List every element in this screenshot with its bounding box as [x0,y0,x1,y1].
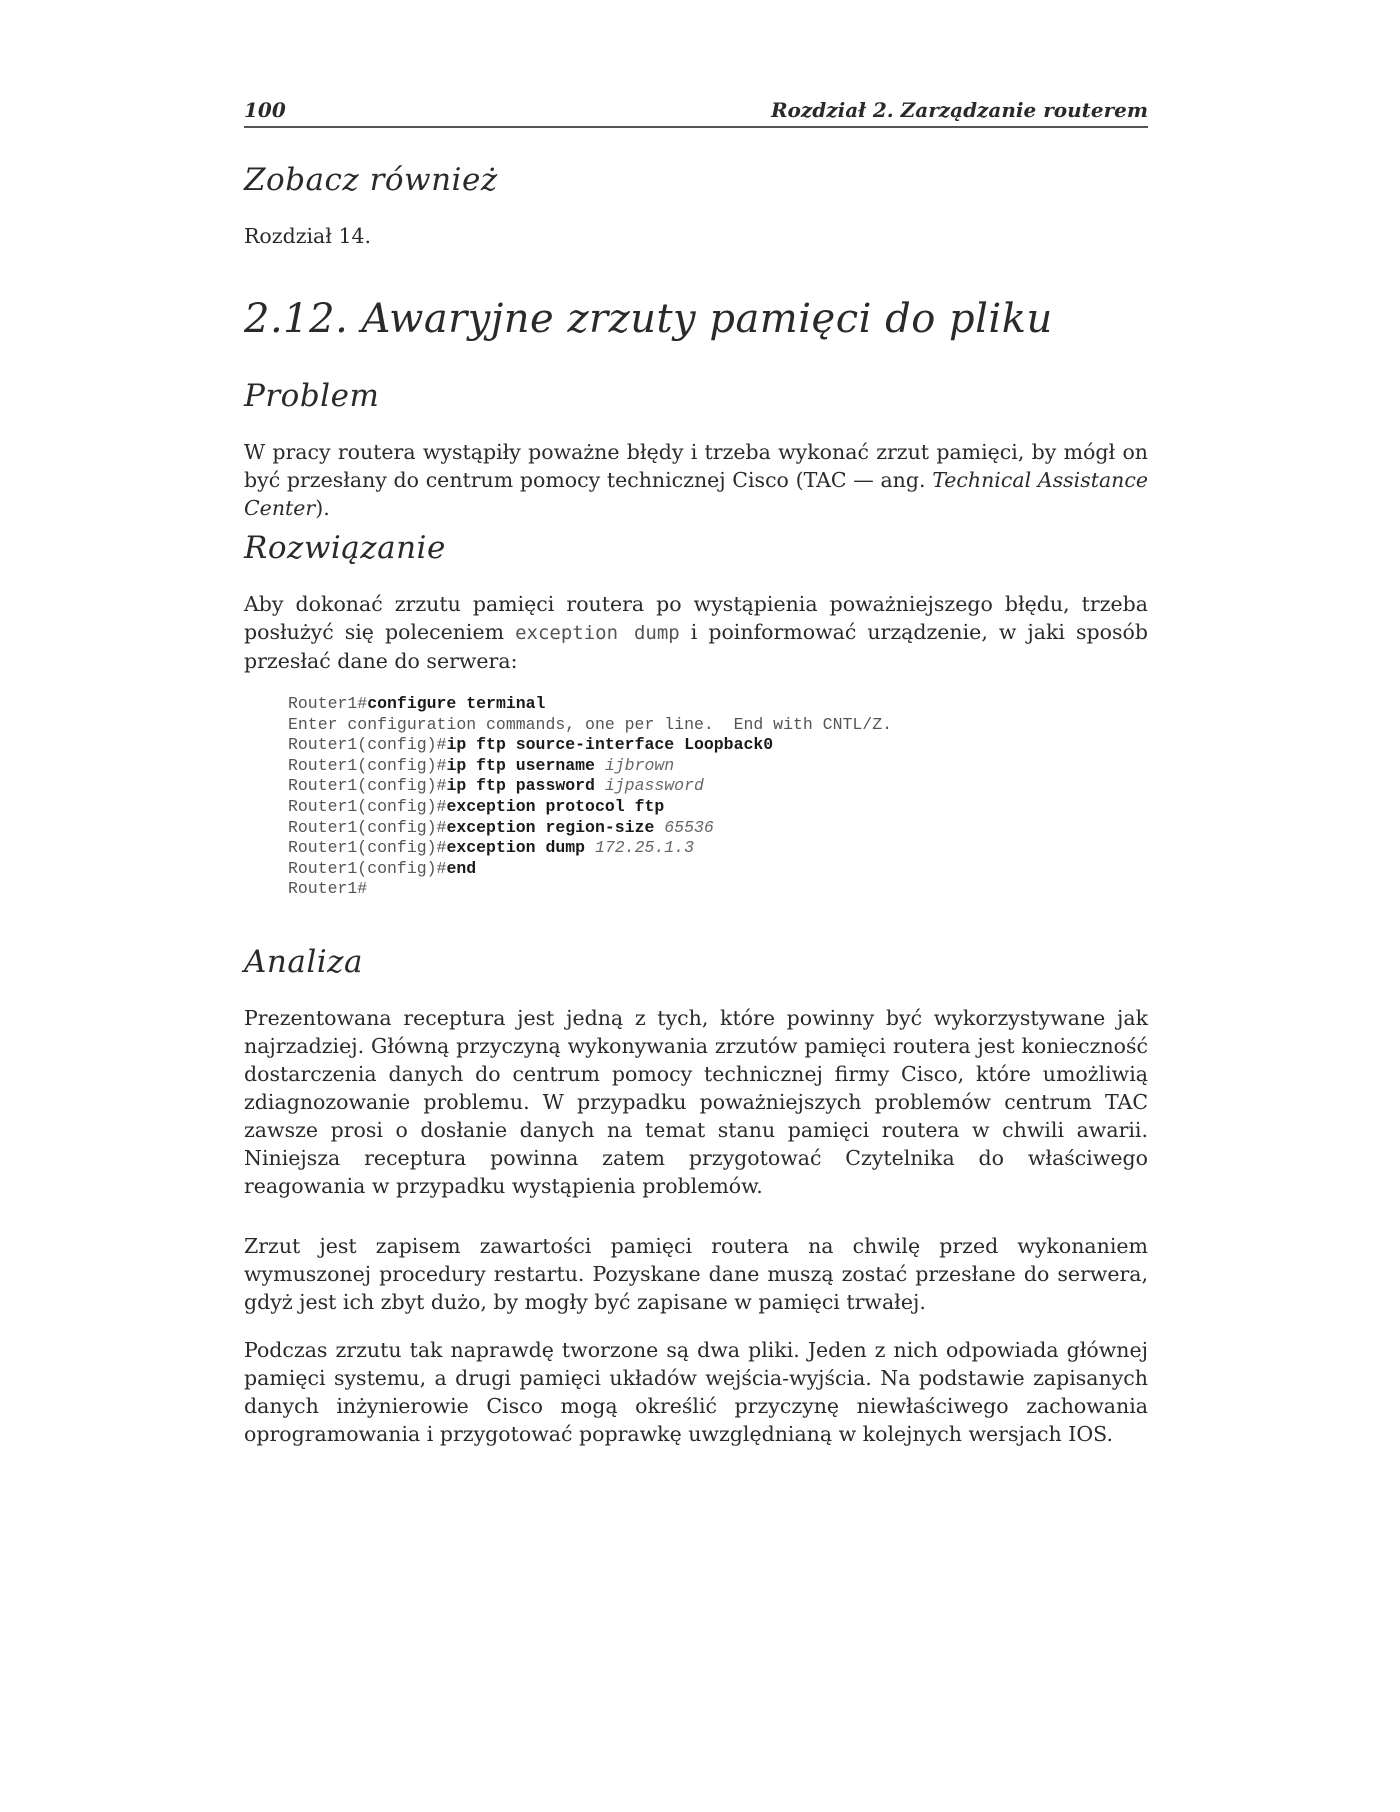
running-header [244,96,1148,128]
code-argument: ijbrown [604,755,675,775]
code-command: end [446,858,477,878]
analysis-heading: Analiza [244,944,363,980]
code-prompt: Router1(config)# [288,776,447,796]
see-also-text: Rozdział 14. [244,224,372,248]
problem-text-end: ). [315,496,330,520]
solution-text-end: i poinformować urządzenie, w jaki sposób przesłać dane do serwera: [244,620,1148,673]
see-also-heading: Zobacz również [244,162,498,198]
code-prompt: Enter configuration commands, one per line. End with CNTL/Z. [288,714,892,734]
code-prompt: Router1(config)# [288,858,447,878]
chapter-title: Rozdział 2. Zarządzanie routerem [770,98,1148,122]
solution-heading: Rozwiązanie [244,530,446,566]
code-command: exception dump [446,838,595,858]
code-prompt: Router1(config)# [288,838,447,858]
code-command: configure terminal [367,694,546,713]
code-line [288,715,892,736]
code-line [288,838,892,859]
code-line [288,694,892,715]
code-prompt: Router1(config)# [288,735,447,755]
code-line [288,818,892,839]
code-prompt: Router1(config)# [288,755,447,775]
code-command: ip ftp password [446,776,605,796]
code-argument: 172.25.1.3 [594,838,694,858]
page-number: 100 [244,98,286,122]
code-argument: 65536 [664,817,714,837]
code-prompt: Router1(config)# [288,796,447,816]
analysis-paragraph: Zrzut jest zapisem zawartości pamięci routera na chwilę przed wykonaniem wymuszonej procedury restartu. Pozyskane dane muszą zostać przesłane do serwera, gdyż jest ich zbyt dużo, by mogły być zapisane w pamięci trwałej. [244,1234,1148,1314]
code-prompt: Router1# [288,879,368,899]
code-line [288,859,892,880]
analysis-paragraph: Podczas zrzutu tak naprawdę tworzone są dwa pliki. Jeden z nich odpowiada głównej pamięci systemu, a drugi pamięci układów wejścia-wyjścia. Na podstawie zapisanych danych inżynierowie Cisco mogą określić przyczynę niewłaściwego zachowania oprogramowania i przygotować poprawkę uwzględnianą w kolejnych wersjach IOS. [244,1338,1148,1446]
code-line [288,776,892,797]
code-listing [288,694,892,900]
problem-heading: Problem [244,378,380,414]
code-prompt: Router1(config)# [288,817,447,837]
problem-text-part: W pracy routera wystąpiły poważne błędy i trzeba wykonać zrzut pamięci, by mógł on być przesłany do centrum pomocy technicznej Cisco (TAC — ang. [244,440,1148,492]
code-line [288,879,892,900]
code-line [288,735,892,756]
code-argument: ijpassword [604,776,704,796]
problem-text [244,438,1148,522]
code-line [288,756,892,777]
code-command: exception protocol ftp [446,796,665,816]
code-command: ip ftp source-interface Loopback0 [446,735,774,755]
analysis-paragraph: Prezentowana receptura jest jedną z tych, które powinny być wykorzystywane jak najrzadziej. Główną przyczyną wykonywania zrzutów pamięci routera jest konieczność dostarczenia danych do centrum pomocy technicznej firmy Cisco, które umożliwią zdiagnozowanie problemu. W przypadku poważniejszych problemów centrum TAC zawsze prosi o dosłanie danych na temat stanu pamięci routera w chwili awarii. Niniejsza receptura powinna zatem przygotować Czytelnika do właściwego reagowania w przypadku wystąpienia problemów. [244,1006,1148,1198]
code-command: ip ftp username [446,755,605,775]
code-line [288,797,892,818]
problem-text-italic: Technical Assistance Center [244,468,1148,520]
code-prompt: Router1# [288,694,368,713]
section-title: 2.12. Awaryjne zrzuty pamięci do pliku [244,296,1053,342]
solution-text-part: Aby dokonać zrzutu pamięci routera po wystąpienia poważniejszego błędu, trzeba posłużyć się poleceniem [244,592,1148,644]
code-command: exception region-size [446,817,665,837]
solution-text [244,590,1148,675]
inline-command: exception dump [515,622,680,644]
